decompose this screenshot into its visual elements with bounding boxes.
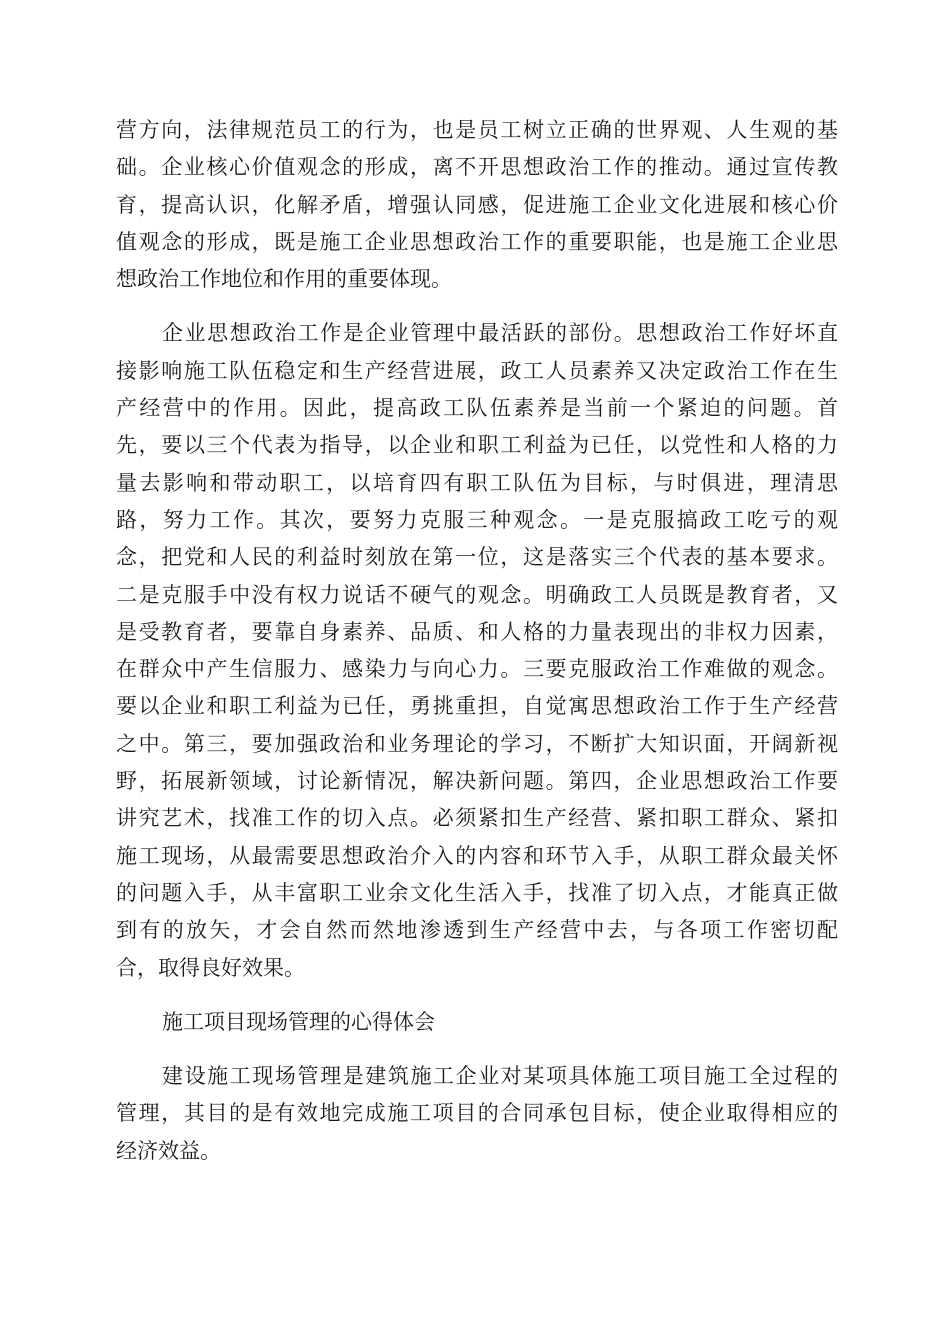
paragraph-2	[116, 315, 838, 986]
text-line: 建设施工现场管理是建筑施工企业对某项具体施工项目施工全过程的	[162, 1064, 838, 1089]
text-line: 营方向，法律规范员工的行为，也是员工树立正确的世界观、人生观的基	[116, 118, 838, 142]
text-line: 经济效益。	[116, 1138, 221, 1163]
text-line: 讲究艺术，找准工作的切入点。必须紧扣生产经营、紧扣职工群众、紧扣	[116, 806, 838, 831]
text-line: 接影响施工队伍稳定和生产经营进展，政工人员素养又决定政治工作在生	[116, 358, 838, 383]
text-line: 管理，其目的是有效地完成施工项目的合同承包目标，使企业取得相应的	[116, 1101, 838, 1126]
text-line: 量去影响和带动职工，以培育四有职工队伍为目标，与时俱进，理清思	[116, 470, 838, 495]
text-line: 要以企业和职工利益为已任，勇挑重担，自觉寓思想政治工作于生产经营	[116, 694, 838, 719]
text-line: 二是克服手中没有权力说话不硬气的观念。明确政工人员既是教育者，又	[116, 582, 838, 607]
text-line: 先，要以三个代表为指导，以企业和职工利益为已任，以党性和人格的力	[116, 433, 838, 458]
text-line: 在群众中产生信服力、感染力与向心力。三要克服政治工作难做的观念。	[116, 657, 838, 682]
text-line: 路，努力工作。其次，要努力克服三种观念。一是克服搞政工吃亏的观	[116, 507, 838, 532]
paragraph-3	[116, 1058, 838, 1170]
text-line: 合，取得良好效果。	[116, 955, 305, 980]
text-line: 之中。第三，要加强政治和业务理论的学习，不断扩大知识面，开阔新视	[116, 731, 838, 756]
text-line: 础。企业核心价值观念的形成，离不开思想政治工作的推动。通过宣传教	[116, 155, 838, 180]
text-line: 值观念的形成，既是施工企业思想政治工作的重要职能，也是施工企业思	[116, 229, 838, 254]
text-line: 是受教育者，要靠自身素养、品质、和人格的力量表现出的非权力因素，	[116, 619, 838, 644]
text-line: 野，拓展新领域，讨论新情况，解决新问题。第四，企业思想政治工作要	[116, 769, 838, 794]
section-heading: 施工项目现场管理的心得体会	[162, 1009, 435, 1034]
paragraph-1	[116, 112, 838, 298]
document-page	[116, 112, 838, 1187]
text-line: 育，提高认识，化解矛盾，增强认同感，促进施工企业文化进展和核心价	[116, 192, 838, 217]
text-line: 产经营中的作用。因此，提高政工队伍素养是当前一个紧迫的问题。首	[116, 396, 838, 421]
text-line: 想政治工作地位和作用的重要体现。	[116, 267, 452, 292]
text-line: 企业思想政治工作是企业管理中最活跃的部份。思想政治工作好坏直	[162, 321, 838, 346]
text-line: 念，把党和人民的利益时刻放在第一位，这是落实三个代表的基本要求。	[116, 545, 838, 570]
text-line: 到有的放矢，才会自然而然地渗透到生产经营中去，与各项工作密切配	[116, 918, 838, 943]
text-line: 施工现场，从最需要思想政治介入的内容和环节入手，从职工群众最关怀	[116, 843, 838, 868]
text-line: 的问题入手，从丰富职工业余文化生活入手，找准了切入点，才能真正做	[116, 880, 838, 905]
